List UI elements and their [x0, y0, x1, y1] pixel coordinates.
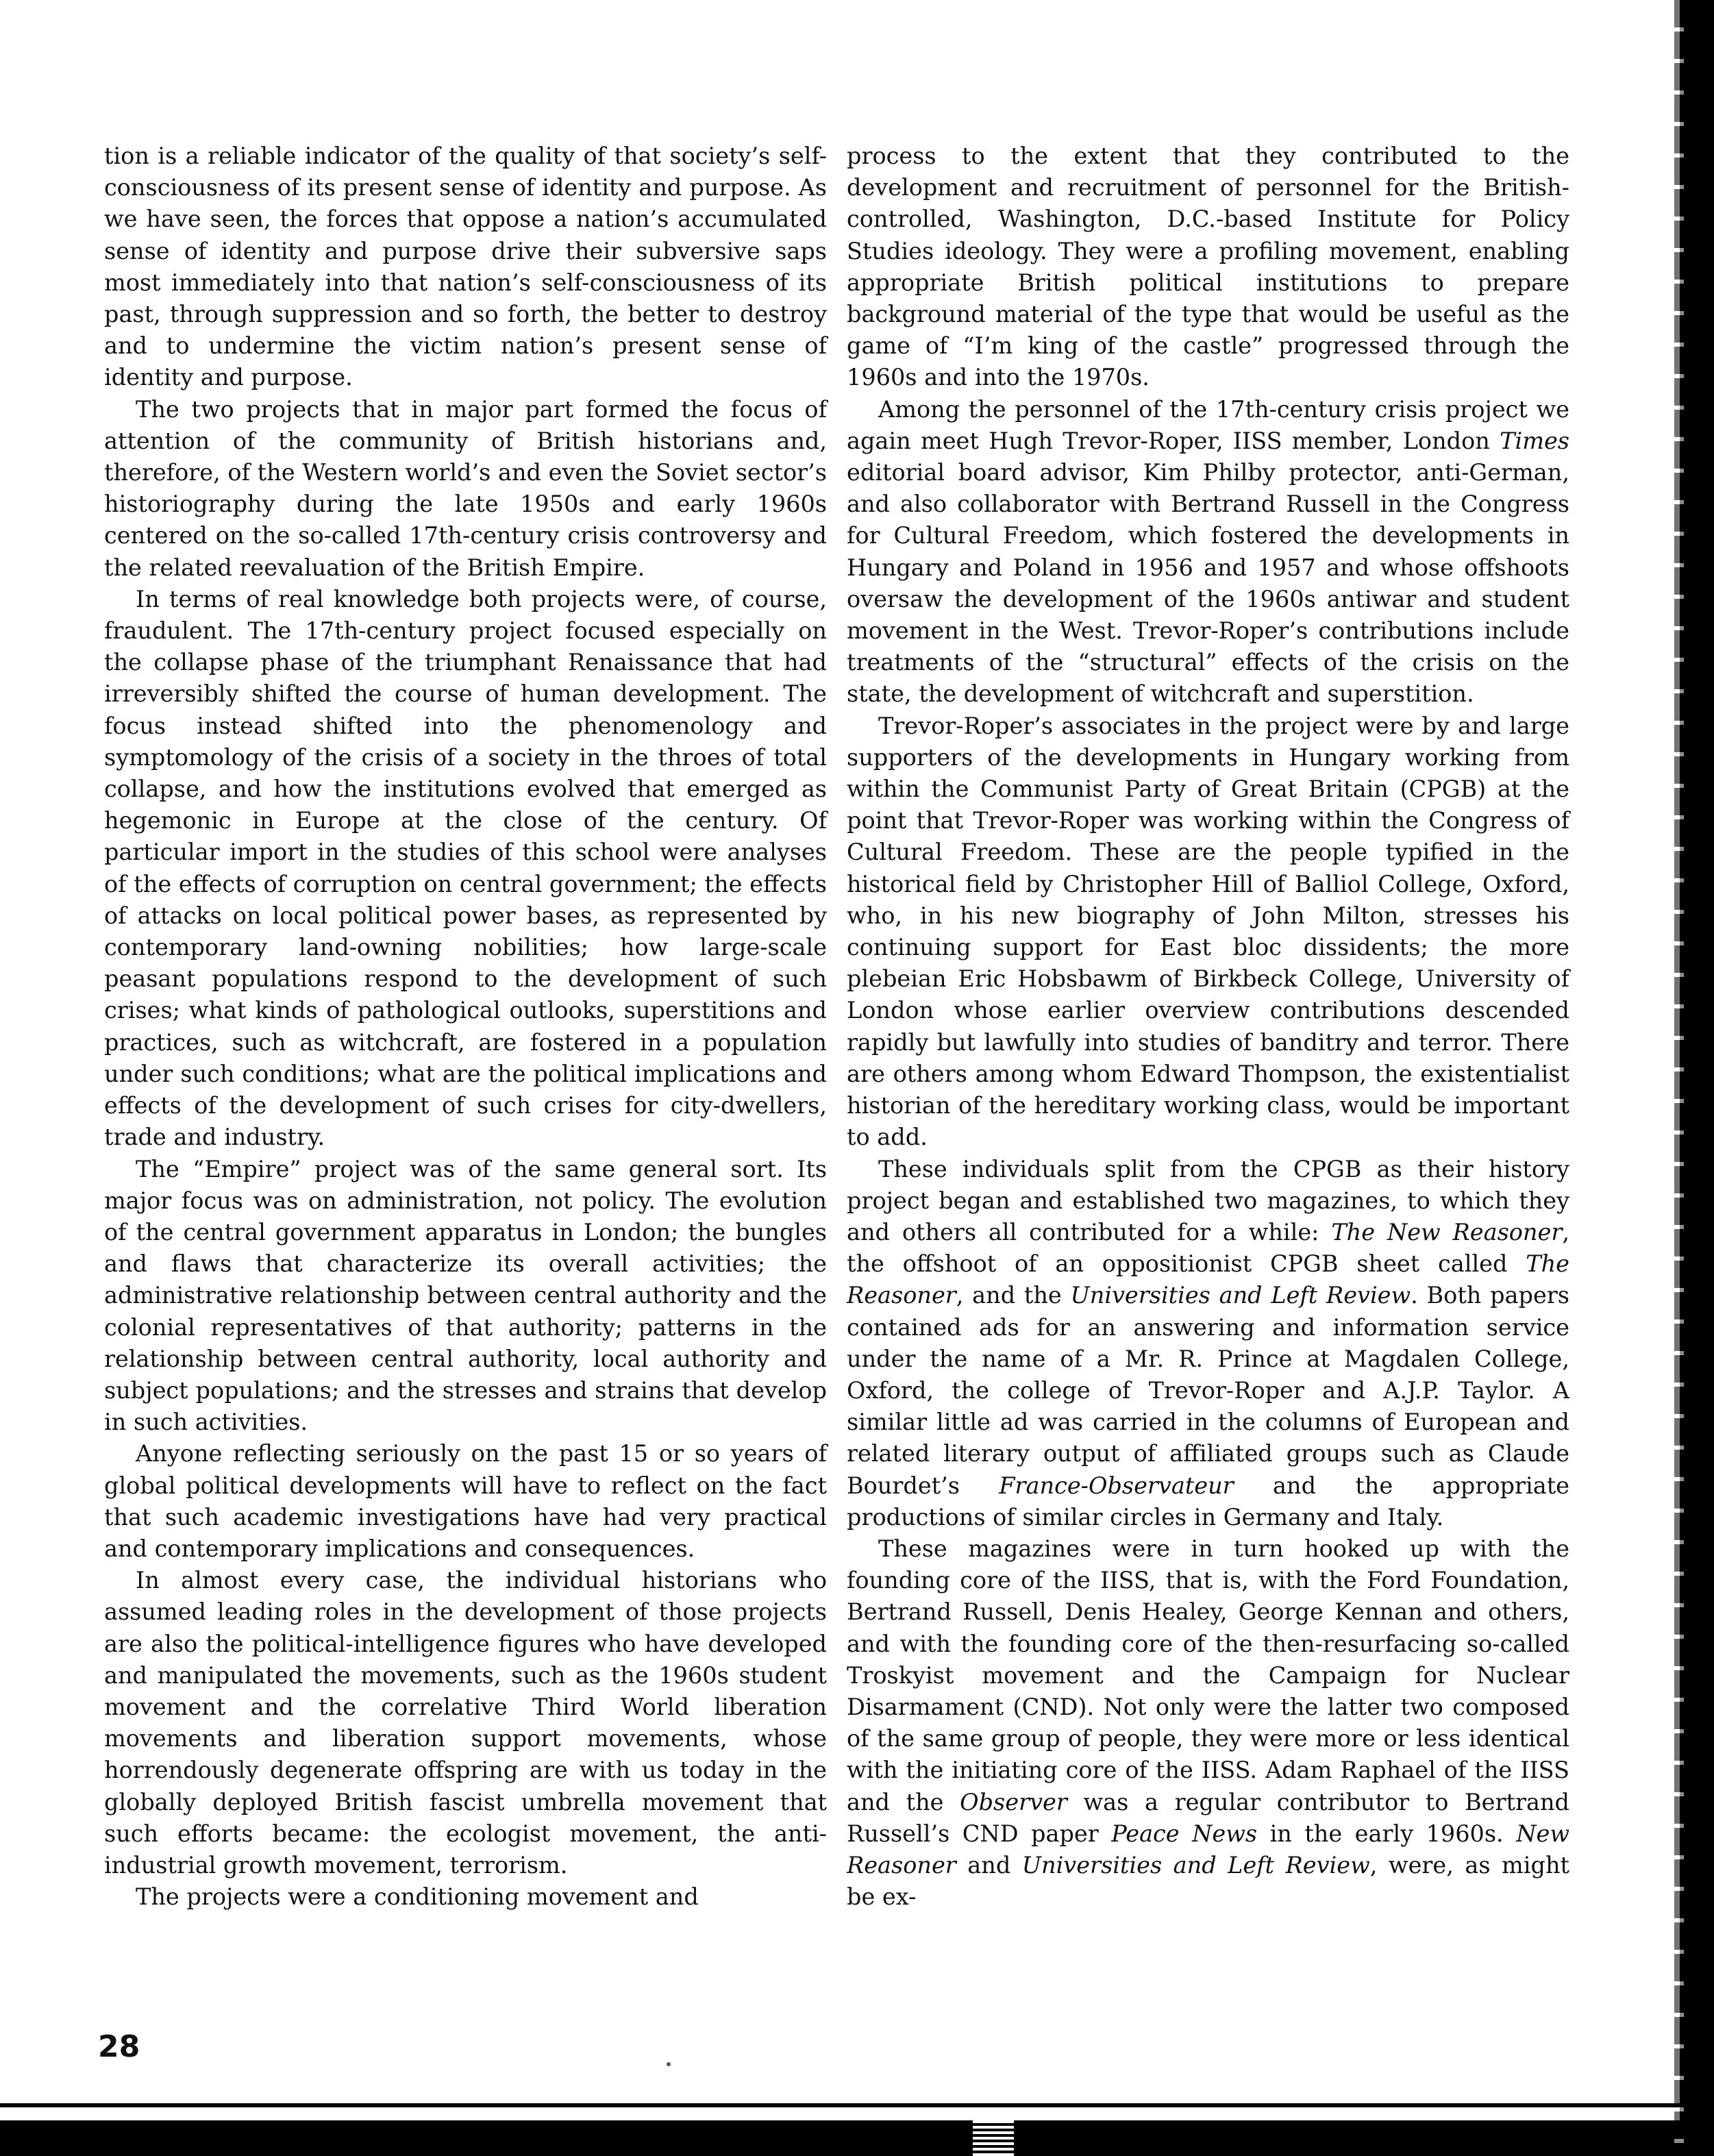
bottom-rule	[0, 2103, 1714, 2107]
paragraph: The “Empire” project was of the same general sort. Its major focus was on administration, not policy. The evolution of the central government apparatus in London; the bungles and flaws that characterize its overall activities; the administrative relationship between central authority and the colonial representatives of that authority; patterns in the relationship between central authority, local authority and subject populations; and the stresses and strains that develop in such activities.	[104, 1155, 827, 1436]
paragraph: tion is a reliable indicator of the quality of that society’s self-consciousness of its present sense of identity and purpose. As we have seen, the forces that oppose a nation’s accumulated sense of identity and purpose drive their subversive saps most immediately into that nation’s self-consciousness of its past, through suppression and so forth, the better to destroy and to undermine the victim nation’s present sense of identity and purpose.	[104, 143, 827, 391]
paragraph: Among the personnel of the 17th-century crisis project we again meet Hugh Trevor-Roper, IISS member, London Times editorial board advisor, Kim Philby protector, anti-German, and also collaborator with Bertrand Russell in the Congress for Cultural Freedom, which fostered the developments in Hungary and Poland in 1956 and 1957 and whose offshoots oversaw the development of the 1960s antiwar and student movement in the West. Trevor-Roper’s contributions include treatments of the “structural” effects of the crisis on the state, the development of witchcraft and superstition.	[847, 395, 1569, 708]
page-number: 28	[98, 2029, 140, 2064]
paragraph: Anyone reflecting seriously on the past 15 or so years of global political developments will have to reflect on the fact that such academic investigations have had very practical and contemporary implications and consequences.	[104, 1440, 827, 1562]
bottom-scan-edge	[0, 2120, 1714, 2156]
right-scan-edge	[1680, 0, 1714, 2156]
scan-speck	[667, 2062, 671, 2066]
paragraph: In terms of real knowledge both projects were, of course, fraudulent. The 17th-century project focused especially on the collapse phase of the triumphant Renaissance that had irreversibly shifted the course of human development. The focus instead shifted into the phenomenology and symptomology of the crisis of a society in the throes of total collapse, and how the institutions evolved that emerged as hegemonic in Europe at the close of the century. Of particular import in the studies of this school were analyses of the effects of corruption on central government; the effects of attacks on local political power bases, as represented by contemporary land-owning nobilities; how large-scale peasant populations respond to the development of such crises; what kinds of pathological outlooks, superstitions and practices, such as witchcraft, are fostered in a population under such conditions; what are the political implications and effects of the development of such crises for city-dwellers, trade and industry.	[104, 585, 827, 1151]
paragraph: These individuals split from the CPGB as their history project began and established two magazines, to which they and others all contributed for a while: The New Reasoner, the offshoot of an oppositionist CPGB sheet called The Reasoner, and the Universities and Left Review. Both papers contained ads for an answering and information service under the name of a Mr. R. Prince at Magdalen College, Oxford, the college of Trevor-Roper and A.J.P. Taylor. A similar little ad was carried in the columns of European and related literary output of affiliated groups such as Claude Bourdet’s France-Observateur and the appropriate productions of similar circles in Germany and Italy.	[847, 1155, 1570, 1531]
right-column	[847, 140, 1569, 1913]
paragraph: process to the extent that they contributed to the development and recruitment of personnel for the British-controlled, Washington, D.C.-based Institute for Policy Studies ideology. They were a profiling movement, enabling appropriate British political institutions to prepare background material of the type that would be useful as the game of “I’m king of the castle” progressed through the 1960s and into the 1970s.	[847, 143, 1569, 391]
paragraph: These magazines were in turn hooked up with the founding core of the IISS, that is, with the Ford Foundation, Bertrand Russell, Denis Healey, George Kennan and others, and with the founding core of the then-resurfacing so-called Troskyist movement and the Campaign for Nuclear Disarmament (CND). Not only were the latter two composed of the same group of people, they were more or less identical with the initiating core of the IISS. Adam Raphael of the IISS and the Observer was a regular contributor to Bertrand Russell’s CND paper Peace News in the early 1960s. New Reasoner and Universities and Left Review, were, as might be ex-	[847, 1535, 1569, 1911]
right-scan-edge-texture	[1674, 0, 1684, 2156]
bottom-scan-mark	[973, 2120, 1014, 2156]
paragraph: In almost every case, the individual historians who assumed leading roles in the development of those projects are also the political-intelligence figures who have developed and manipulated the movements, such as the 1960s student movement and the correlative Third World liberation movements and liberation support movements, whose horrendously degenerate offspring are with us today in the globally deployed British fascist umbrella movement that such efforts became: the ecologist movement, the anti-industrial growth movement, terrorism.	[104, 1567, 827, 1879]
paragraph: The projects were a conditioning movement and	[136, 1883, 699, 1911]
paragraph: Trevor-Roper’s associates in the project were by and large supporters of the developments in Hungary working from within the Communist Party of Great Britain (CPGB) at the point that Trevor-Roper was working within the Congress of Cultural Freedom. These are the people typified in the historical field by Christopher Hill of Balliol College, Oxford, who, in his new biography of John Milton, stresses his continuing support for East bloc dissidents; the more plebeian Eric Hobsbawm of Birkbeck College, University of London whose earlier overview contributions descended rapidly but lawfully into studies of banditry and terror. There are others among whom Edward Thompson, the existentialist historian of the hereditary working class, would be important to add.	[847, 712, 1569, 1151]
paragraph: The two projects that in major part formed the focus of attention of the community of British historians and, therefore, of the Western world’s and even the Soviet sector’s historiography during the late 1950s and early 1960s centered on the so-called 17th-century crisis controversy and the related reevaluation of the British Empire.	[104, 395, 827, 581]
left-column	[104, 140, 827, 1913]
